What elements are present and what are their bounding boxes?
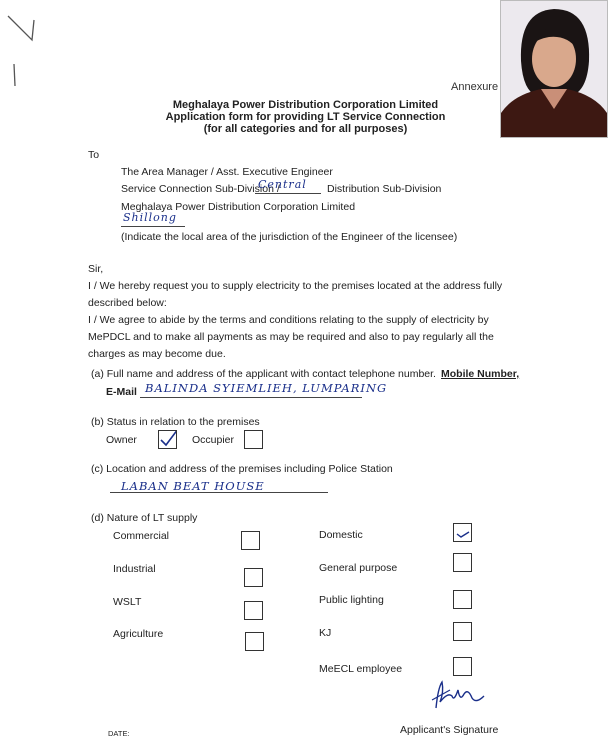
applicant-signature	[428, 678, 498, 712]
annexure-label: Annexure	[451, 81, 499, 93]
email-label: E-Mail	[106, 386, 137, 398]
supply-general-purpose-label: General purpose	[319, 562, 398, 574]
supply-public-lighting-label: Public lighting	[319, 594, 384, 606]
supply-commercial-label: Commercial	[113, 530, 170, 542]
supply-agriculture-checkbox[interactable]	[245, 632, 264, 651]
section-a-label: (a) Full name and address of the applicant with contact telephone number.	[91, 368, 436, 380]
owner-label: Owner	[106, 434, 137, 446]
corporation-line: Meghalaya Power Distribution Corporation Limited	[121, 201, 356, 213]
request-para-line1: I / We hereby request you to supply electricity to the premises located at the address fully	[88, 280, 503, 292]
mobile-number-label: Mobile Number,	[441, 368, 520, 380]
subdivision-underline	[255, 193, 321, 194]
supply-industrial-checkbox[interactable]	[244, 568, 263, 587]
subdivision-line-post: Distribution Sub-Division	[327, 183, 442, 195]
agree-para-line1: I / We agree to abide by the terms and conditions relating to the supply of electricity by	[88, 314, 489, 326]
org-title: Meghalaya Power Distribution Corporation Limited	[172, 99, 439, 111]
applicant-name-underline	[140, 397, 362, 398]
occupier-label: Occupier	[192, 434, 235, 446]
location-fill[interactable]: Shillong	[123, 211, 177, 224]
check-icon	[159, 431, 176, 448]
section-c-label: (c) Location and address of the premises including Police Station	[91, 463, 393, 475]
to-label: To	[88, 149, 100, 161]
supply-commercial-checkbox[interactable]	[241, 531, 260, 550]
supply-general-purpose-checkbox[interactable]	[453, 553, 472, 572]
check-icon	[454, 524, 471, 541]
section-b-label: (b) Status in relation to the premises	[91, 416, 260, 428]
agree-para-line3: charges as may become due.	[88, 348, 226, 360]
request-para-line2: described below:	[88, 297, 167, 309]
signature-label: Applicant's Signature	[400, 724, 499, 736]
location-underline	[121, 226, 185, 227]
supply-wslt-checkbox[interactable]	[244, 601, 263, 620]
section-d-label: (d) Nature of LT supply	[91, 512, 198, 524]
supply-kj-label: KJ	[319, 627, 332, 639]
premises-address-underline	[110, 492, 328, 493]
supply-domestic-checkbox[interactable]	[453, 523, 472, 542]
jurisdiction-note: (Indicate the local area of the jurisdiction of the Engineer of the licensee)	[121, 231, 458, 243]
supply-meecl-checkbox[interactable]	[453, 657, 472, 676]
supply-industrial-label: Industrial	[113, 563, 156, 575]
supply-kj-checkbox[interactable]	[453, 622, 472, 641]
supply-agriculture-label: Agriculture	[113, 628, 164, 640]
supply-meecl-label: MeECL employee	[319, 663, 403, 675]
form-title: Application form for providing LT Service Connection	[165, 111, 446, 123]
occupier-checkbox[interactable]	[244, 430, 263, 449]
supply-domestic-label: Domestic	[319, 529, 363, 541]
subdivision-line-pre: Service Connection Sub-Division /	[121, 183, 280, 195]
supply-public-lighting-checkbox[interactable]	[453, 590, 472, 609]
form-subtitle: (for all categories and for all purposes)	[203, 123, 408, 135]
date-label: DATE:	[108, 729, 130, 738]
owner-checkbox[interactable]	[158, 430, 177, 449]
salutation: Sir,	[88, 263, 104, 275]
addressee-line: The Area Manager / Asst. Executive Engineer	[121, 166, 333, 178]
agree-para-line2: MePDCL and to make all payments as may be required and also to pay regularly all the	[88, 331, 494, 343]
applicant-name-value[interactable]: BALINDA SYIEMLIEH, LUMPARING	[145, 381, 388, 395]
subdivision-fill[interactable]: Central	[258, 178, 307, 191]
scan-mark	[4, 8, 44, 88]
supply-wslt-label: WSLT	[113, 596, 142, 608]
premises-address-value[interactable]: LABAN BEAT HOUSE	[121, 479, 265, 493]
